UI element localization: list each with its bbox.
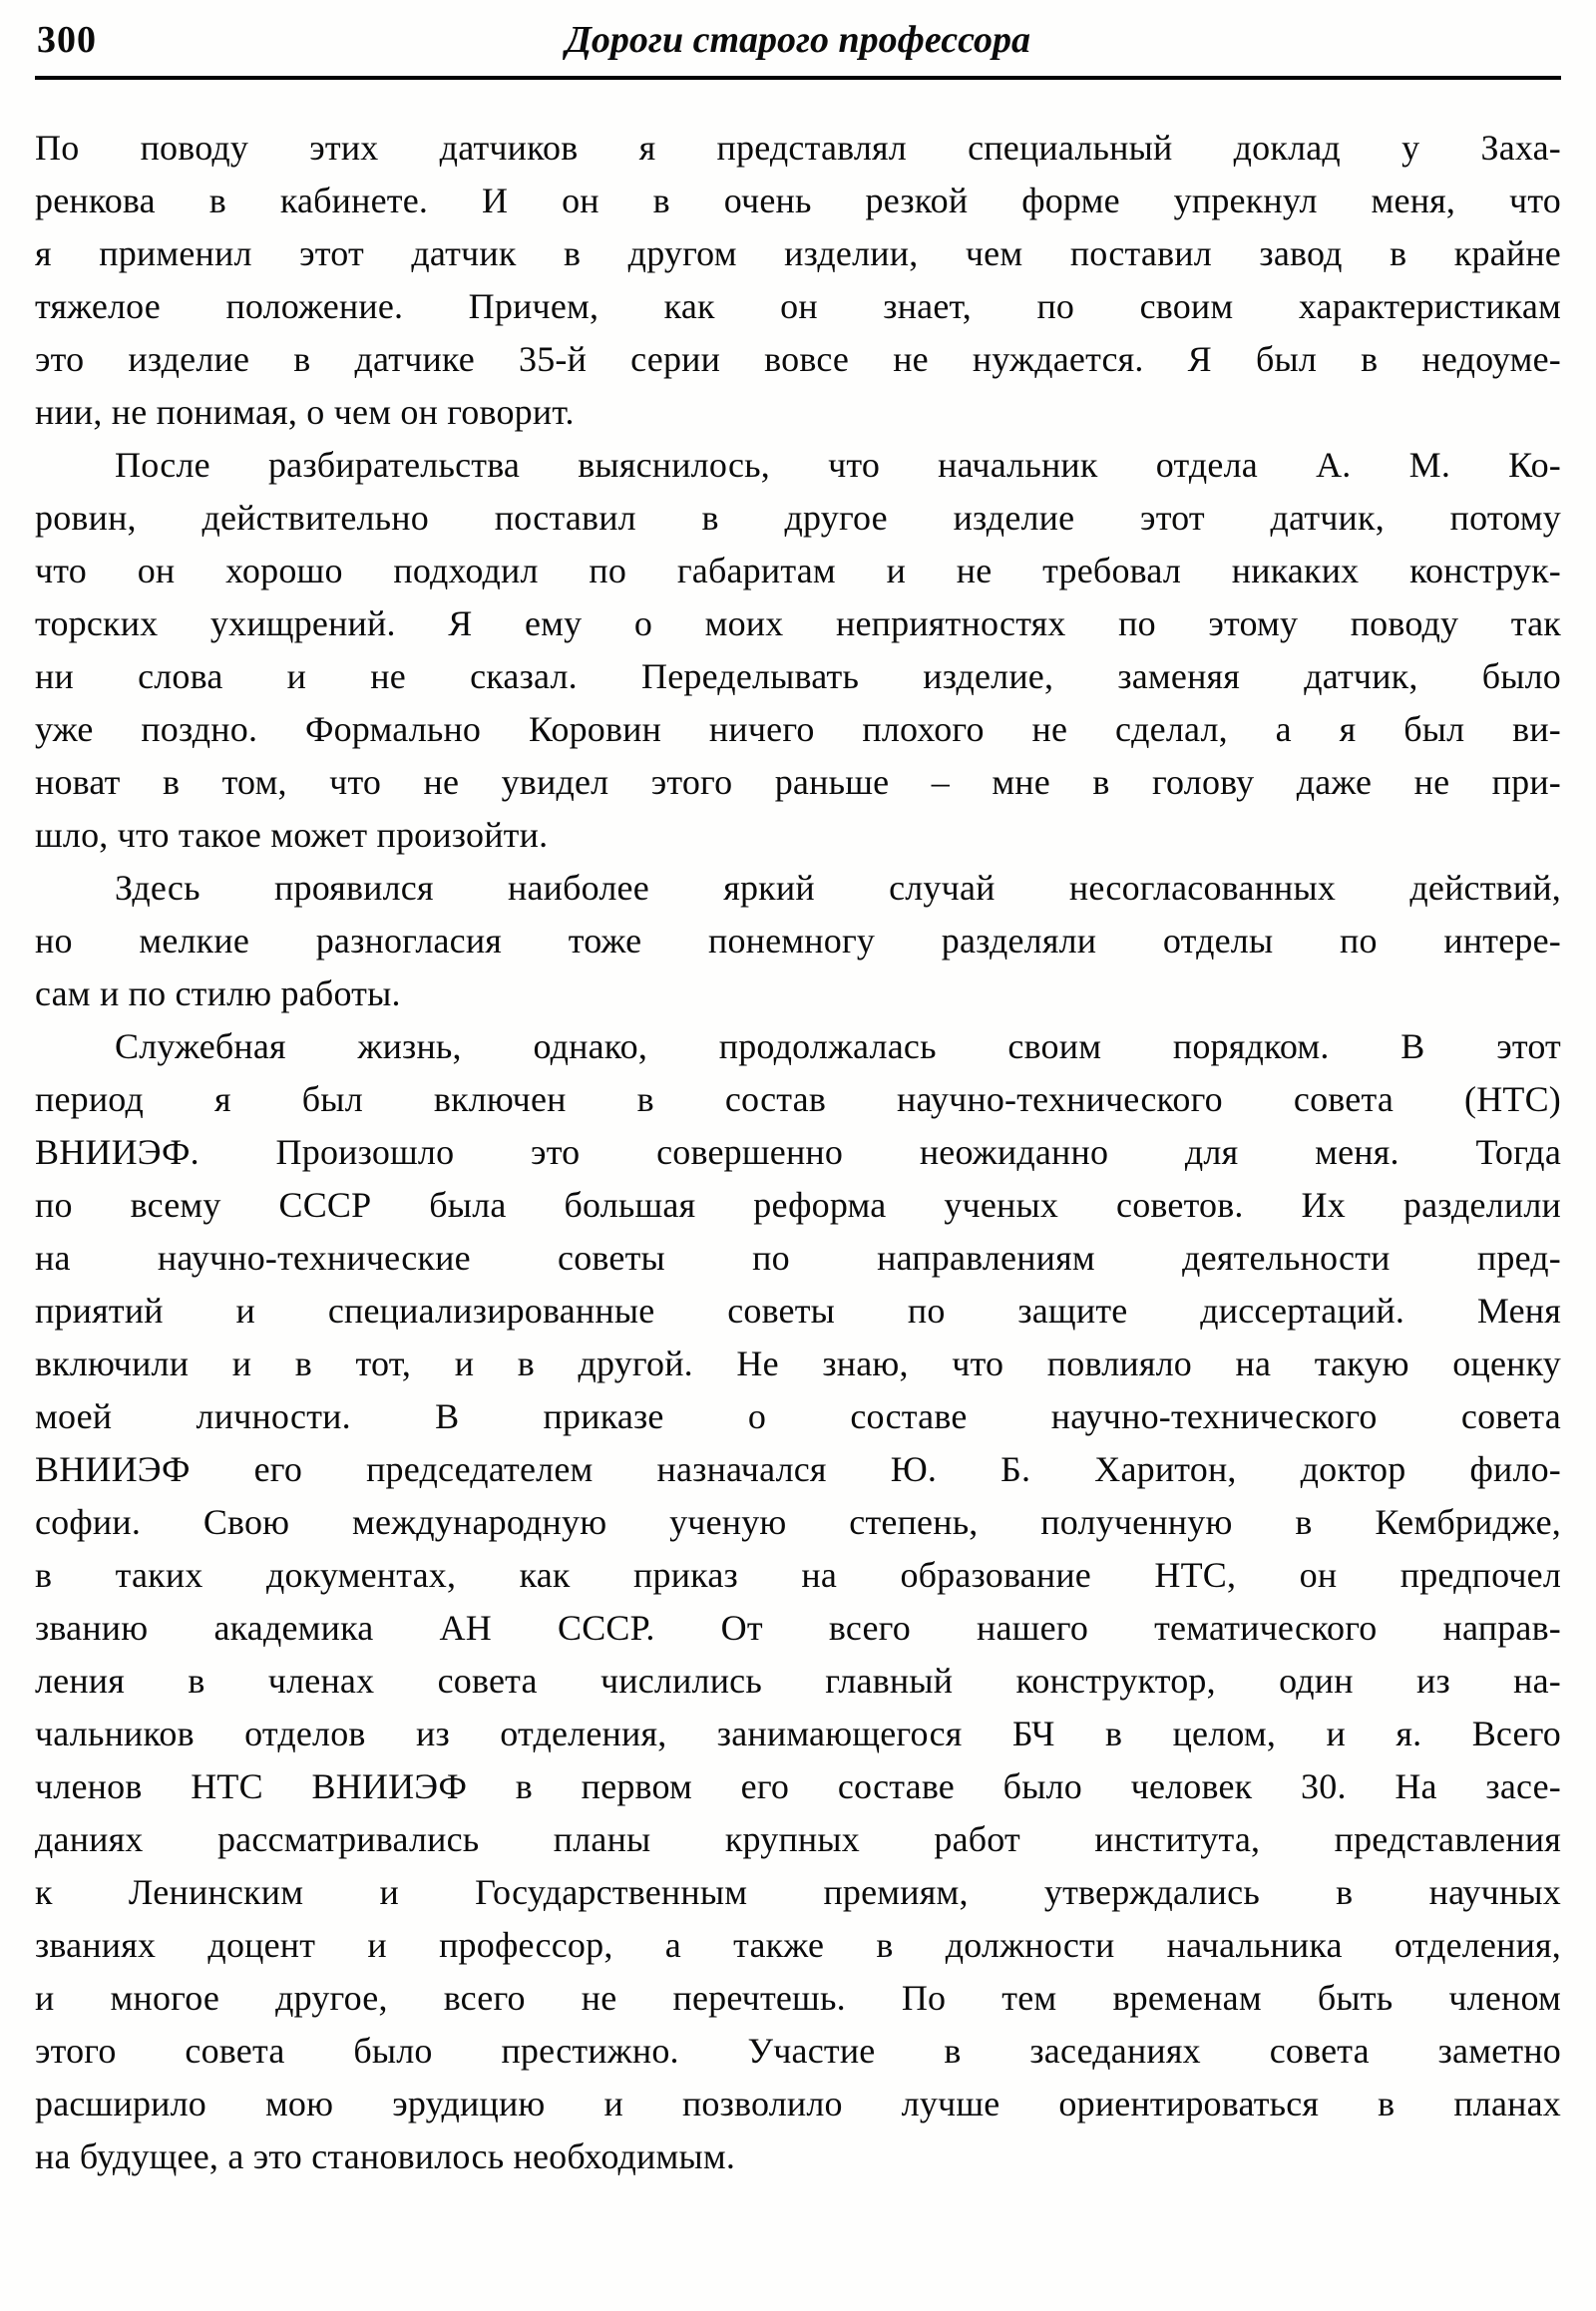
text-line: После разбирательства выяснилось, что начальник отдела А. М. Ко- bbox=[115, 445, 1561, 485]
paragraph bbox=[35, 862, 1561, 1020]
text-line: что он хорошо подходил по габаритам и не требовал никаких конструк- bbox=[35, 551, 1561, 590]
text-line: расширило мою эрудицию и позволило лучше ориентироваться в планах bbox=[35, 2084, 1561, 2123]
text-line: ренкова в кабинете. И он в очень резкой форме упрекнул меня, что bbox=[35, 181, 1561, 220]
text-line: на научно-технические советы по направлениям деятельности пред- bbox=[35, 1238, 1561, 1278]
text-line: новат в том, что не увидел этого раньше – мне в голову даже не при- bbox=[35, 762, 1561, 802]
text-line: членов НТС ВНИИЭФ в первом его составе было человек 30. На засе- bbox=[35, 1766, 1561, 1806]
text-line: ления в членах совета числились главный конструктор, один из на- bbox=[35, 1661, 1561, 1701]
text-line: шло, что такое может произойти. bbox=[35, 815, 549, 855]
text-line: чальников отделов из отделения, занимающегося БЧ в целом, и я. Всего bbox=[35, 1714, 1561, 1753]
paragraph bbox=[35, 122, 1561, 439]
text-line: нии, не понимая, о чем он говорит. bbox=[35, 392, 575, 432]
text-line: включили и в тот, и в другой. Не знаю, что повлияло на такую оценку bbox=[35, 1344, 1561, 1383]
text-line: в таких документах, как приказ на образование НТС, он предпочел bbox=[35, 1555, 1561, 1595]
text-line: по всему СССР была большая реформа ученых советов. Их разделили bbox=[35, 1185, 1561, 1225]
page-number: 300 bbox=[37, 19, 97, 61]
text-line: и многое другое, всего не перечтешь. По тем временам быть членом bbox=[35, 1978, 1561, 2018]
text-line: период я был включен в состав научно-технического совета (НТС) bbox=[35, 1079, 1561, 1119]
body-text bbox=[35, 122, 1561, 2183]
text-line: Здесь проявился наиболее яркий случай несогласованных действий, bbox=[115, 868, 1561, 908]
header-rule bbox=[35, 76, 1561, 80]
text-line: к Ленинским и Государственным премиям, утверждались в научных bbox=[35, 1872, 1561, 1912]
text-line: торских ухищрений. Я ему о моих неприятностях по этому поводу так bbox=[35, 603, 1561, 643]
text-line: ВНИИЭФ его председателем назначался Ю. Б. Харитон, доктор фило- bbox=[35, 1449, 1561, 1489]
text-line: я применил этот датчик в другом изделии, чем поставил завод в крайне bbox=[35, 233, 1561, 273]
text-line: ровин, действительно поставил в другое изделие этот датчик, потому bbox=[35, 498, 1561, 538]
text-line: званию академика АН СССР. От всего нашего тематического направ- bbox=[35, 1608, 1561, 1648]
text-line: даниях рассматривались планы крупных работ института, представления bbox=[35, 1819, 1561, 1859]
text-line: тяжелое положение. Причем, как он знает, по своим характеристикам bbox=[35, 286, 1561, 326]
text-line: ВНИИЭФ. Произошло это совершенно неожиданно для меня. Тогда bbox=[35, 1132, 1561, 1172]
text-line: приятий и специализированные советы по защите диссертаций. Меня bbox=[35, 1291, 1561, 1331]
text-line: сам и по стилю работы. bbox=[35, 973, 401, 1013]
text-line: на будущее, а это становилось необходимым. bbox=[35, 2136, 736, 2176]
text-line: софии. Свою международную ученую степень, полученную в Кембридже, bbox=[35, 1502, 1561, 1542]
text-line: Служебная жизнь, однако, продолжалась своим порядком. В этот bbox=[115, 1026, 1561, 1066]
text-line: ни слова и не сказал. Переделывать изделие, заменяя датчик, было bbox=[35, 656, 1561, 696]
text-line: По поводу этих датчиков я представлял специальный доклад у Заха- bbox=[35, 128, 1561, 168]
text-line: уже поздно. Формально Коровин ничего плохого не сделал, а я был ви- bbox=[35, 709, 1561, 749]
page-header bbox=[35, 16, 1561, 72]
text-line: этого совета было престижно. Участие в заседаниях совета заметно bbox=[35, 2031, 1561, 2071]
text-line: званиях доцент и профессор, а также в должности начальника отделения, bbox=[35, 1925, 1561, 1965]
text-line: но мелкие разногласия тоже понемногу разделяли отделы по интере- bbox=[35, 921, 1561, 961]
text-line: это изделие в датчике 35-й серии вовсе не нуждается. Я был в недоуме- bbox=[35, 339, 1561, 379]
running-title: Дороги старого профессора bbox=[565, 19, 1031, 61]
text-line: моей личности. В приказе о составе научно-технического совета bbox=[35, 1396, 1561, 1436]
paragraph bbox=[35, 1020, 1561, 2183]
paragraph bbox=[35, 439, 1561, 862]
